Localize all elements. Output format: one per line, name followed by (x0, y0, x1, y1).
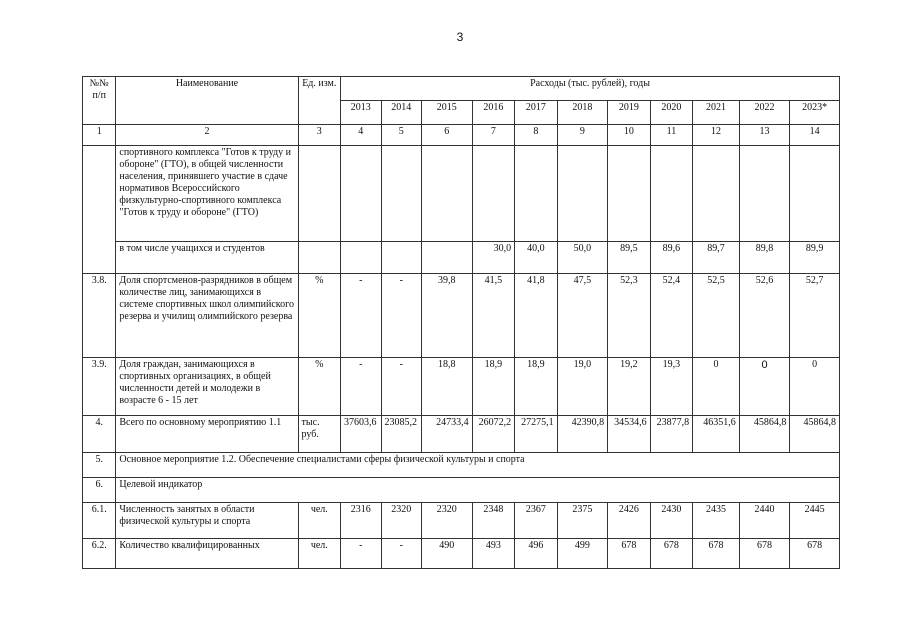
cell-value: 2348 (472, 503, 515, 539)
column-number: 7 (472, 125, 515, 146)
cell-value (381, 242, 421, 274)
cell-value: 52,4 (650, 274, 693, 358)
cell-value: 678 (790, 539, 840, 569)
column-number: 6 (421, 125, 472, 146)
cell-value: 47,5 (557, 274, 608, 358)
column-number: 14 (790, 125, 840, 146)
year-header: 2016 (472, 101, 515, 125)
row-num: 6. (83, 478, 116, 503)
row-num: 3.8. (83, 274, 116, 358)
table-row (83, 358, 840, 416)
cell-value: - (341, 539, 381, 569)
cell-value: 89,7 (693, 242, 740, 274)
cell-value: 18,9 (515, 358, 558, 416)
cell-value: 52,6 (739, 274, 790, 358)
cell-value: 89,8 (739, 242, 790, 274)
row-num: 3.9. (83, 358, 116, 416)
row-name: Количество квалифицированных (116, 539, 298, 569)
expenses-table (82, 76, 840, 569)
row-name: Доля спортсменов-разрядников в общем количестве лиц, занимающихся в системе спортивных школ олимпийского резерва и училищ олимпийского резерва (116, 274, 298, 358)
year-header: 2015 (421, 101, 472, 125)
cell-value: - (381, 358, 421, 416)
year-header: 2019 (608, 101, 651, 125)
header-num: №№ п/п (83, 77, 116, 125)
column-number: 3 (298, 125, 341, 146)
row-name: Численность занятых в области физической культуры и спорта (116, 503, 298, 539)
row-name: Доля граждан, занимающихся в спортивных организациях, в общей численности детей и молодежи в возрасте 6 - 15 лет (116, 358, 298, 416)
row-unit: % (298, 358, 341, 416)
header-name: Наименование (116, 77, 298, 125)
cell-value: 27275,1 (515, 416, 558, 453)
cell-value: 45864,8 (739, 416, 790, 453)
table-row (83, 242, 840, 274)
cell-value (421, 242, 472, 274)
cell-value: 23877,8 (650, 416, 693, 453)
row-num: 5. (83, 453, 116, 478)
cell-value: 37603,6 (341, 416, 381, 453)
cell-value: - (381, 539, 421, 569)
year-header: 2023* (790, 101, 840, 125)
row-num: 4. (83, 416, 116, 453)
cell-value: 2435 (693, 503, 740, 539)
column-number: 4 (341, 125, 381, 146)
cell-value (341, 242, 381, 274)
cell-value: 40,0 (515, 242, 558, 274)
cell-value: 41,8 (515, 274, 558, 358)
table-row (83, 416, 840, 453)
cell-value: 89,9 (790, 242, 840, 274)
cell-value: 490 (421, 539, 472, 569)
table-row (83, 274, 840, 358)
cell-value: 2316 (341, 503, 381, 539)
row-unit: % (298, 274, 341, 358)
year-header: 2017 (515, 101, 558, 125)
cell-value: 45864,8 (790, 416, 840, 453)
column-number: 10 (608, 125, 651, 146)
cell-value: 2426 (608, 503, 651, 539)
column-number: 5 (381, 125, 421, 146)
table-row (83, 146, 840, 242)
cell-value: 2320 (421, 503, 472, 539)
cell-value: 496 (515, 539, 558, 569)
cell-value: 19,2 (608, 358, 651, 416)
cell-value: 24733,4 (421, 416, 472, 453)
row-num (83, 146, 116, 274)
header-expenses: Расходы (тыс. рублей), годы (341, 77, 840, 101)
cell-value: 50,0 (557, 242, 608, 274)
cell-value: 2430 (650, 503, 693, 539)
year-header: 2022 (739, 101, 790, 125)
cell-value: 678 (650, 539, 693, 569)
row-name: спортивного комплекса "Готов к труду и обороне" (ГТО), в общей численности населения, принявшего участие в сдаче нормативов Всероссийского физкультурно-спортивного комплекса "Готов к труду и обороне" (ГТО) (116, 146, 298, 242)
cell-value: 678 (693, 539, 740, 569)
cell-value: 52,5 (693, 274, 740, 358)
cell-value: 2440 (739, 503, 790, 539)
table-row (83, 539, 840, 569)
row-unit: чел. (298, 503, 341, 539)
year-header: 2020 (650, 101, 693, 125)
cell-value: 19,3 (650, 358, 693, 416)
cell-value: - (341, 274, 381, 358)
cell-value: - (341, 358, 381, 416)
column-number: 1 (83, 125, 116, 146)
column-number: 11 (650, 125, 693, 146)
column-number: 9 (557, 125, 608, 146)
table-row (83, 503, 840, 539)
cell-value: 2375 (557, 503, 608, 539)
cell-value: 89,6 (650, 242, 693, 274)
year-header: 2018 (557, 101, 608, 125)
row-unit: чел. (298, 539, 341, 569)
year-header: 2014 (381, 101, 421, 125)
row-name: Целевой индикатор (116, 478, 840, 503)
row-name: Основное мероприятие 1.2. Обеспечение специалистами сферы физической культуры и спорта (116, 453, 840, 478)
cell-value: 678 (739, 539, 790, 569)
table-row (83, 478, 840, 503)
cell-value: 0 (693, 358, 740, 416)
cell-value: 2367 (515, 503, 558, 539)
cell-value: 493 (472, 539, 515, 569)
cell-value: 52,7 (790, 274, 840, 358)
cell-value: 2445 (790, 503, 840, 539)
cell-value: 52,3 (608, 274, 651, 358)
cell-value: 23085,2 (381, 416, 421, 453)
page-number: 3 (456, 30, 464, 44)
cell-value: 41,5 (472, 274, 515, 358)
cell-value: 30,0 (472, 242, 515, 274)
row-unit: тыс. руб. (298, 416, 341, 453)
column-number: 13 (739, 125, 790, 146)
cell-value: 42390,8 (557, 416, 608, 453)
cell-value: 26072,2 (472, 416, 515, 453)
row-name: в том числе учащихся и студентов (116, 242, 298, 274)
cell-value: 2320 (381, 503, 421, 539)
cell-value: 39,8 (421, 274, 472, 358)
row-num: 6.2. (83, 539, 116, 569)
column-number: 2 (116, 125, 298, 146)
cell-value: 34534,6 (608, 416, 651, 453)
cell-value: 499 (557, 539, 608, 569)
cell-value: 46351,6 (693, 416, 740, 453)
cell-value: 0 (739, 358, 790, 416)
cell-value: 678 (608, 539, 651, 569)
table-row (83, 453, 840, 478)
column-number: 12 (693, 125, 740, 146)
row-num: 6.1. (83, 503, 116, 539)
row-name: Всего по основному мероприятию 1.1 (116, 416, 298, 453)
year-header: 2021 (693, 101, 740, 125)
cell-value: 19,0 (557, 358, 608, 416)
cell-value: 18,9 (472, 358, 515, 416)
cell-value: 89,5 (608, 242, 651, 274)
cell-value: 0 (790, 358, 840, 416)
cell-value: - (381, 274, 421, 358)
year-header: 2013 (341, 101, 381, 125)
header-unit: Ед. изм. (298, 77, 341, 125)
cell-value: 18,8 (421, 358, 472, 416)
column-number: 8 (515, 125, 558, 146)
